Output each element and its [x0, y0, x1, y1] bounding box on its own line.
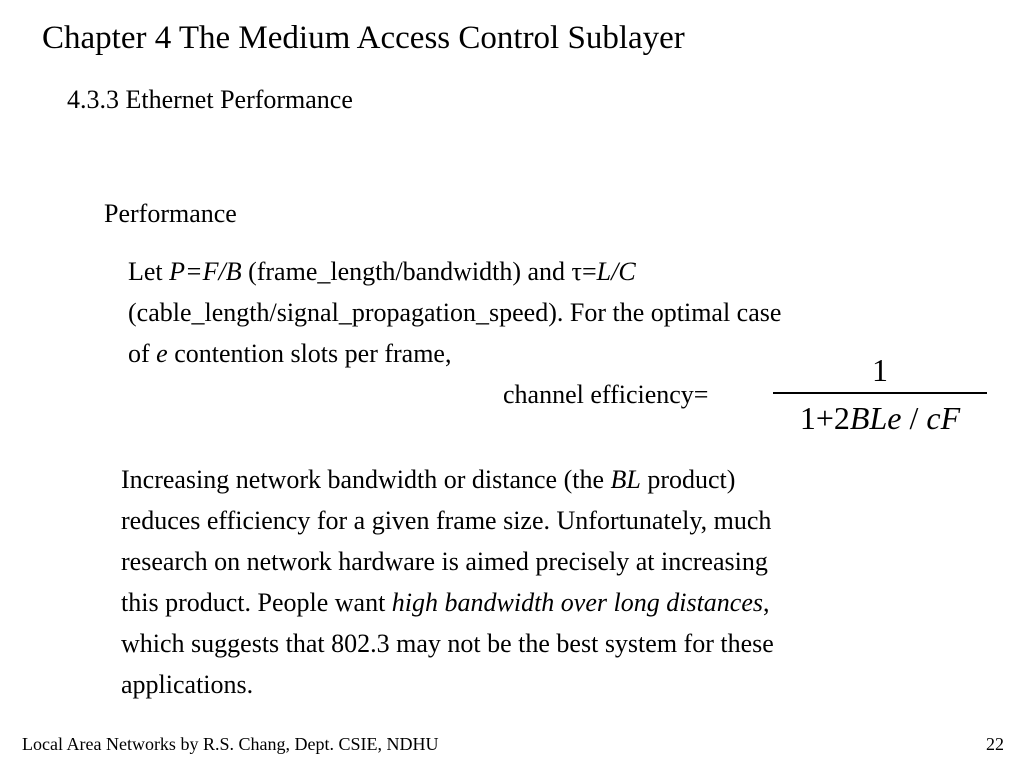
para2-line4: this product. People want high bandwidth over long distances,	[121, 588, 770, 617]
efficiency-fraction	[773, 352, 987, 436]
performance-heading: Performance	[104, 199, 237, 228]
slide-title: Chapter 4 The Medium Access Control Sublayer	[42, 20, 685, 56]
fraction-denominator: 1+2BLe / cF	[799, 400, 961, 436]
para2-line3: research on network hardware is aimed precisely at increasing	[121, 547, 768, 576]
para2-line5: which suggests that 802.3 may not be the best system for these	[121, 629, 774, 658]
footer-credit: Local Area Networks by R.S. Chang, Dept. CSIE, NDHU	[22, 734, 439, 754]
fraction-numerator: 1	[872, 352, 888, 388]
section-subtitle: 4.3.3 Ethernet Performance	[67, 85, 353, 114]
discussion-paragraph	[121, 459, 774, 705]
para2-line1: Increasing network bandwidth or distance (the BL product)	[121, 465, 736, 494]
para2-line6: applications.	[121, 670, 254, 699]
definition-paragraph	[128, 251, 781, 374]
para1-line3: of e contention slots per frame,	[128, 339, 452, 368]
channel-efficiency-label: channel efficiency=	[503, 380, 709, 409]
page-number: 22	[986, 734, 1004, 754]
para1-line2: (cable_length/signal_propagation_speed). For the optimal case	[128, 298, 782, 327]
para1-line1: Let P=F/B (frame_length/bandwidth) and τ=L/C	[128, 257, 636, 286]
para2-line2: reduces efficiency for a given frame size. Unfortunately, much	[121, 506, 772, 535]
